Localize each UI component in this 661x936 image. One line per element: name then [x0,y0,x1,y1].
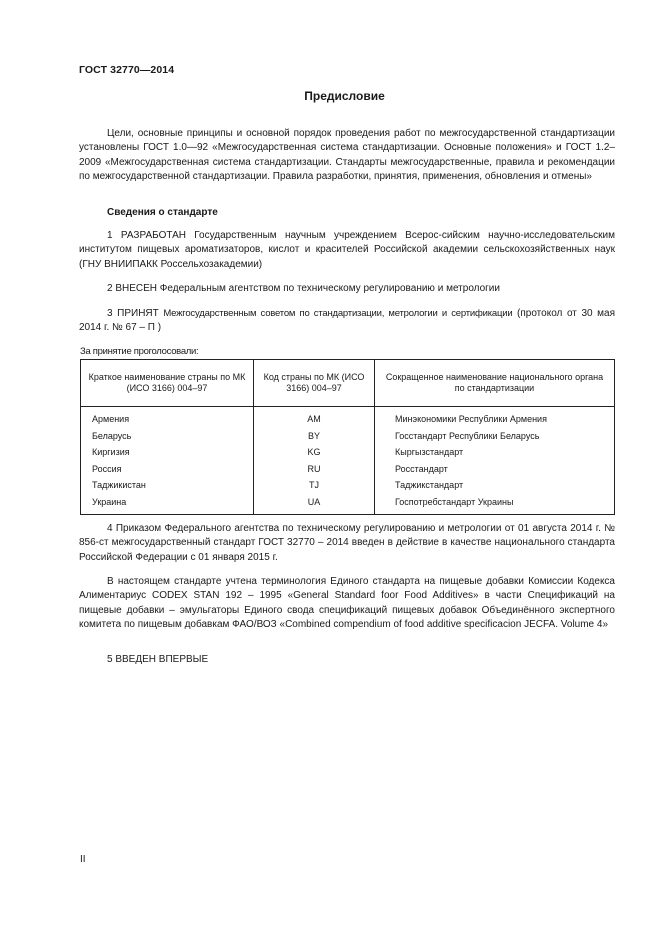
document-code: ГОСТ 32770—2014 [79,64,175,76]
item-3-prefix: 3 ПРИНЯТ [107,308,159,319]
voting-table [80,359,615,515]
code-cell: AM [254,407,375,428]
table-row [81,477,615,494]
standard-info-heading: Сведения о стандарте [107,207,218,218]
item-3-body: Межгосударственным советом по стандартизации, метрологии и сертификации [163,308,513,319]
terminology-paragraph: В настоящем стандарте учтена терминология Единого стандарта на пищевые добавки Комиссии Кодекса Алиментариус CODEX STAN 192 – 1995 «General Standard foor Food Additives» в части Спецификаций на пищевые добавки – эмульгаторы Единого свода спецификаций пищевых добавок Объединённого экспертного комитета по пищевым добавкам ФАО/ВОЗ «Combined compendium of food additive specificacion JECFA. Volume 4» [79,576,615,631]
country-cell: Армения [81,407,254,428]
column-header-country: Краткое наименование страны по МК (ИСО 3166) 004–97 [81,360,254,407]
authority-cell: Кыргызстандарт [375,444,615,461]
table-row [81,428,615,445]
code-cell: UA [254,494,375,515]
column-header-code: Код страны по МК (ИСО 3166) 004–97 [254,360,375,407]
country-cell: Россия [81,461,254,478]
code-cell: TJ [254,477,375,494]
country-cell: Украина [81,494,254,515]
authority-cell: Госстандарт Республики Беларусь [375,428,615,445]
code-cell: KG [254,444,375,461]
item-3-adopted [79,307,615,336]
country-cell: Таджикистан [81,477,254,494]
code-cell: BY [254,428,375,445]
code-cell: RU [254,461,375,478]
authority-cell: Госпотребстандарт Украины [375,494,615,515]
table-row [81,461,615,478]
column-header-authority: Сокращенное наименование национального органа по стандартизации [375,360,615,407]
intro-paragraph: Цели, основные принципы и основной порядок проведения работ по межгосударственной стандартизации установлены ГОСТ 1.0—92 «Межгосударственная система стандартизации. Основные положения» и ГОСТ 1.2–2009 «Межгосударственная система стандартизации. Стандарты межгосударственные, правила и рекомендации по межгосударственной стандартизации. Правила разработки, принятия, применения, обновления и отмены» [79,128,615,183]
item-5-introduced: 5 ВВЕДЕН ВПЕРВЫЕ [107,654,209,665]
table-header-row [81,360,615,407]
table-row [81,494,615,515]
table-row [81,407,615,428]
item-4-enacted: 4 Приказом Федерального агентства по техническому регулированию и метрологии от 01 августа 2014 г. № 856-ст межгосударственный стандарт ГОСТ 32770 – 2014 введен в действие в качестве национального стандарта Российской Федерации с 01 января 2015 г. [79,523,615,563]
country-cell: Беларусь [81,428,254,445]
item-2-submitted: 2 ВНЕСЕН Федеральным агентством по техническому регулированию и метрологии [107,283,500,294]
country-cell: Киргизия [81,444,254,461]
item-3-suffix: (протокол от 30 мая 2014 г. № 67 – П ) [79,308,616,334]
authority-cell: Минэкономики Республики Армения [375,407,615,428]
vote-note: За принятие проголосовали: [80,346,199,357]
page-title: Предисловие [304,89,385,103]
item-1-developed: 1 РАЗРАБОТАН Государственным научным учреждением Всерос-сийским научно-исследовательским институтом пищевых ароматизаторов, кислот и красителей Российской академии сельскохозяйственных наук (ГНУ ВНИИПАКК Россельхозакадемии) [79,230,615,270]
page-number: II [80,854,86,865]
table-row [81,444,615,461]
authority-cell: Таджикстандарт [375,477,615,494]
authority-cell: Росстандарт [375,461,615,478]
